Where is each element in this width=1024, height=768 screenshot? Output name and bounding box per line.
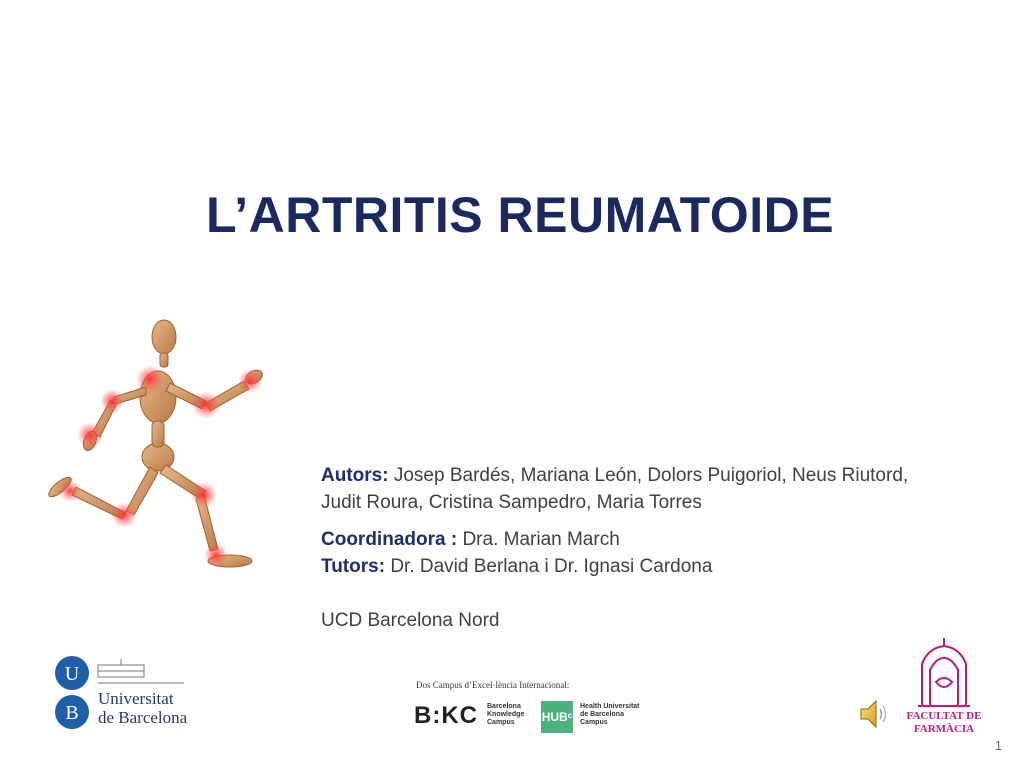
credits-block bbox=[321, 462, 1011, 634]
ub-name bbox=[98, 689, 187, 727]
hub-line2: de Barcelona bbox=[580, 711, 624, 718]
tutors-value: Dr. David Berlana i Dr. Ignasi Cardona bbox=[390, 556, 713, 577]
authors-label: Autors: bbox=[321, 465, 389, 486]
hub-caption bbox=[580, 703, 640, 727]
speaker-icon[interactable] bbox=[858, 697, 890, 731]
pharmacy-line2: FARMÀCIA bbox=[913, 723, 975, 735]
coordinator bbox=[321, 526, 1011, 553]
bkc-logo: B:KC bbox=[414, 702, 478, 729]
slide-title: L’ARTRITIS REUMATOIDE bbox=[205, 187, 835, 243]
authors-line2: Judit Roura, Cristina Sampedro, Maria Torres bbox=[321, 492, 702, 513]
coordinator-value: Dra. Marian March bbox=[462, 529, 620, 550]
ub-line2: de Barcelona bbox=[98, 708, 188, 727]
tutors bbox=[321, 553, 1011, 580]
authors bbox=[321, 462, 1011, 516]
hub-line3: Campus bbox=[580, 719, 608, 726]
coordinator-label: Coordinadora : bbox=[321, 529, 458, 550]
page-number: 1 bbox=[994, 738, 1002, 753]
campus-heading: Dos Campus d’Excel·lència Internacional: bbox=[416, 680, 570, 690]
pharmacy-line1: FACULTAT DE bbox=[906, 710, 982, 722]
hub-logo: HUBᶜ bbox=[541, 701, 573, 733]
bkc-line1: Barcelona bbox=[487, 703, 521, 710]
pharmacy-faculty-name bbox=[904, 710, 984, 736]
bkc-caption bbox=[487, 703, 524, 727]
bkc-line3: Campus bbox=[487, 719, 515, 726]
ub-line1: Universitat bbox=[98, 689, 174, 708]
authors-line1: Josep Bardés, Mariana León, Dolors Puigoriol, Neus Riutord, bbox=[393, 465, 909, 486]
tutors-label: Tutors: bbox=[321, 556, 386, 577]
bkc-line2: Knowledge bbox=[487, 711, 525, 718]
svg-text:B: B bbox=[65, 702, 79, 724]
unit-name: UCD Barcelona Nord bbox=[321, 610, 500, 631]
hub-line1: Health Universitat bbox=[580, 703, 640, 710]
svg-text:U: U bbox=[64, 663, 80, 685]
running-mannequin-image bbox=[30, 305, 280, 585]
